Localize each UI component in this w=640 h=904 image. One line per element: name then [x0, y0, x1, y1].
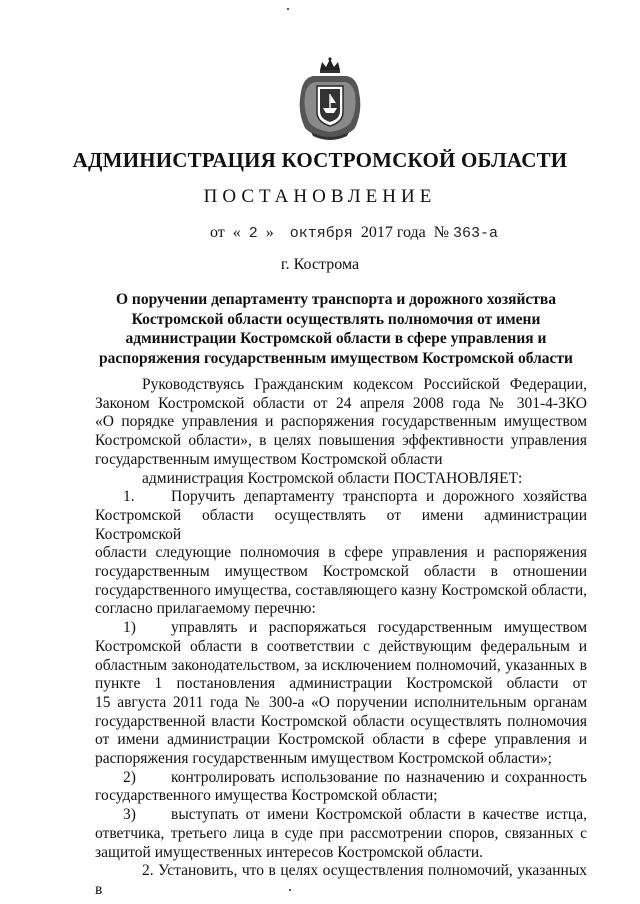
item-1-line: области следующие полномочия в сфере управления и распоряжения	[95, 544, 587, 562]
decree-line: администрация Костромской области ПОСТАНОВЛЯЕТ:	[142, 469, 523, 487]
subitem-1-line: от имени администрации Костромской области в сфере управления и	[95, 731, 587, 749]
preamble-line: государственным имуществом Костромской области	[95, 450, 443, 468]
subitem-1-line: областным законодательством, за исключением полномочий, указанных в	[95, 656, 587, 674]
subitem-2-text: контролировать использование по назначению и сохранность	[171, 768, 587, 786]
subject-line: администрации Костромской области в сфере управления и	[125, 330, 547, 347]
preamble-line: Костромской области», в целях повышения эффективности управления	[95, 432, 587, 450]
subitem-1-line	[95, 619, 587, 638]
subitem-1-line: государственной власти Костромской области осуществлять полномочия	[95, 712, 587, 730]
subitem-1-line: пункте 1 постановления администрации Костромской области от	[95, 675, 587, 693]
subitem-3-line: ответчика, третьего лица в суде при рассмотрении споров, связанных с	[95, 824, 587, 842]
subitem-1-line: распоряжения государственным имуществом Костромской области»;	[95, 750, 552, 768]
item-1-text: Поручить департаменту транспорта и дорожного хозяйства	[171, 488, 587, 506]
document-number: 363-а	[453, 225, 499, 242]
coat-of-arms-icon	[293, 56, 367, 142]
subitem-2-line: государственного имущества Костромской области;	[95, 787, 438, 805]
preamble-line: Руководствуясь Гражданским кодексом Российской Федерации,	[142, 376, 587, 393]
subject-line: распоряжения государственным имуществом Костромской области	[99, 349, 573, 367]
date-prefix: от	[210, 224, 225, 241]
date-month: октября	[289, 225, 353, 242]
preamble-line: «О порядке управления и распоряжения государственным имуществом	[95, 413, 587, 431]
item-1-number: 1.	[123, 488, 135, 506]
item-1-line: государственного имущества, составляющего казну Костромской области,	[95, 581, 587, 599]
subitem-3-line	[95, 806, 587, 825]
city: г. Кострома	[280, 256, 360, 273]
subject-line: О поручении департаменту транспорта и дорожного хозяйства	[116, 291, 556, 308]
document-subject	[96, 290, 576, 368]
subitem-2-line	[95, 769, 587, 788]
date-number-line	[210, 224, 498, 242]
date-year: 2017 года	[360, 224, 426, 241]
scan-speck	[287, 8, 289, 10]
preamble-line: Законом Костромской области от 24 апреля 2008 года № 301-4-ЗКО	[95, 394, 587, 412]
subitem-3-line: защитой имущественных интересов Костромской области.	[95, 843, 484, 861]
subject-line: Костромской области осуществлять полномочия от имени	[131, 310, 541, 328]
org-title: АДМИНИСТРАЦИЯ КОСТРОМСКОЙ ОБЛАСТИ	[72, 148, 568, 172]
subitem-1-line: Костромской области в соответствии с действующим федеральным и	[95, 637, 587, 655]
subitem-3-number: 3)	[123, 806, 136, 824]
subitem-1-number: 1)	[123, 619, 136, 637]
date-day: 2	[248, 225, 258, 242]
subitem-3-text: выступать от имени Костромской области в качестве истца,	[171, 806, 587, 824]
subitem-2-number: 2)	[123, 768, 136, 786]
open-quote: «	[232, 224, 241, 241]
close-quote: »	[265, 224, 274, 241]
document-body	[95, 376, 587, 900]
document-type: ПОСТАНОВЛЕНИЕ	[203, 186, 437, 207]
item-1-line: согласно прилагаемому перечню:	[95, 600, 316, 618]
item-1-line	[95, 488, 587, 507]
item-1-line: Костромской области осуществлять от имени администрации Костромской	[95, 506, 587, 543]
subitem-1-line: 15 августа 2011 года № 300-а «О поручении исполнительным органам	[95, 693, 587, 711]
item-2-line: 2. Установить, что в целях осуществления полномочий, указанных в	[95, 862, 587, 898]
subitem-1-text: управлять и распоряжаться государственным имуществом	[171, 619, 587, 637]
number-sign: №	[433, 224, 450, 241]
item-1-line: государственным имуществом Костромской области в отношении	[95, 563, 587, 581]
